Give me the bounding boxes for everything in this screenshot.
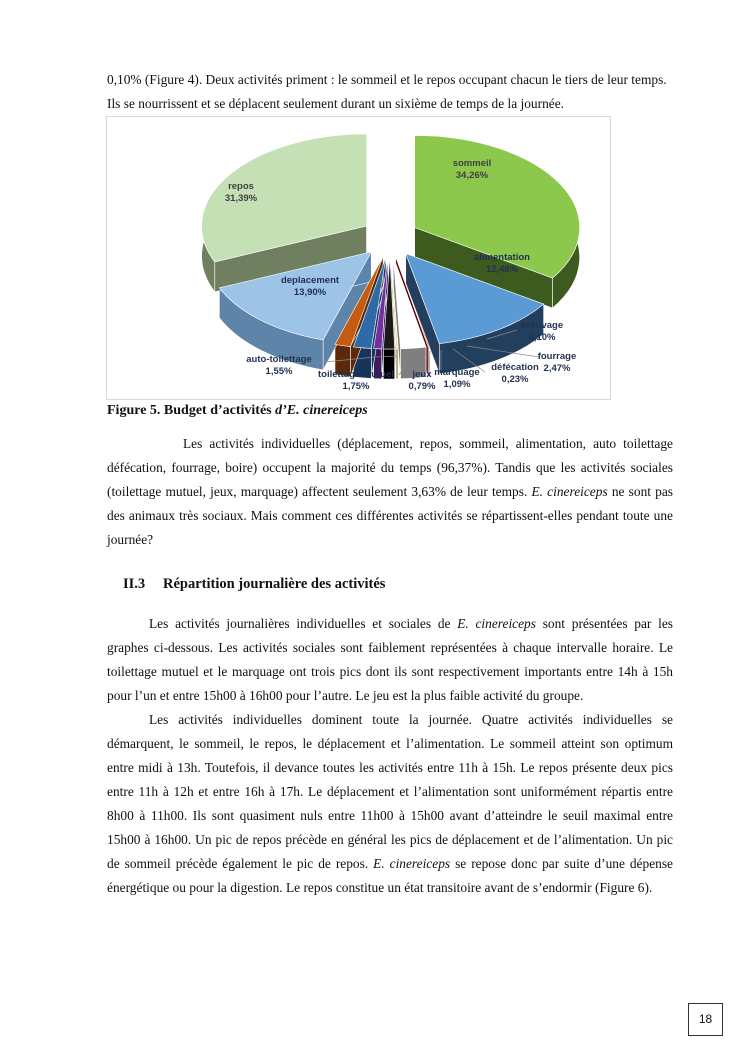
intro-line-2: Ils se nourrissent et se déplacent seulement durant un sixième de temps de la journée. — [107, 96, 565, 111]
figure-caption: Figure 5. Budget d’activités d’E. cinereiceps — [107, 403, 368, 418]
paragraph-1: Les activités individuelles (déplacement, repos, sommeil, alimentation, auto toilettage défécation, fourrage, boire) occupent la majorité du temps (96,37%). Tandis que les activités sociales (toilettage mutuel, jeux, marquage) affectent seulement 3,63% de leur temps. E. cinereiceps ne sont pas des animaux très sociaux. Mais comment ces différentes activités se répartissent-elles pendant toute une journée? — [107, 436, 674, 547]
label-defecation: défécation 0,23% — [491, 362, 539, 385]
intro-line-1: 0,10% (Figure 4). Deux activités priment : le sommeil et le repos occupant chacun le tiers de leur temps. — [107, 72, 667, 87]
intro-text — [107, 68, 673, 116]
label-jeux: jeux 0,79% — [408, 369, 436, 392]
label-toilettage-mutuel: toilettage mutuel 1,75% — [317, 369, 394, 392]
label-repos: repos 31,39% — [224, 181, 258, 204]
label-marquage: marquage 1,09% — [434, 367, 480, 390]
label-breuvage: breuvage 0,10% — [520, 320, 564, 343]
label-alimentation: alimentation 12,48% — [474, 252, 530, 275]
label-deplacement: deplacement 13,90% — [280, 275, 340, 298]
label-fourrage: fourrage 2,47% — [537, 351, 577, 374]
label-sommeil: sommeil 34,26% — [452, 158, 492, 181]
activity-budget-pie-chart — [106, 116, 611, 400]
paragraph-3: Les activités individuelles dominent toute la journée. Quatre activités individuelles se démarquent, le sommeil, le repos, le déplacement et l’alimentation. Le sommeil atteint son optimum entre midi à 13h. Toutefois, il devance toutes les activités entre 11h à 15h. Le repos présente deux pics entre 11h à 12h et entre 16h à 17h. Le déplacement et l’alimentation sont uniformément répartis entre 8h00 à 11h00. Ils sont quasiment nuls entre 11h00 à 15h00 avant d’atteindre le seuil maximal entre 15h00 à 16h00. Un pic de repos précède en général les pics de déplacement et de l’alimentation. Un pic de sommeil précède également le pic de repos. E. cinereiceps se repose donc par suite d’une dépense énergétique ou pour la digestion. Le repos constitue un état transitoire avant de s’endormir (Figure 6). — [107, 712, 673, 895]
page-number: 18 — [688, 1003, 723, 1036]
paragraph-2: Les activités journalières individuelles et sociales de E. cinereiceps sont présentées par les graphes ci-dessous. Les activités sociales sont faiblement représentées à chaque intervalle horaire. Le toilettage mutuel et le marquage ont trois pics dont ils sont respectivement importants entre 14h à 15h pour l’un et entre 15h00 à 16h00 pour l’autre. Le jeu est la plus faible activité du groupe. — [107, 616, 673, 703]
section-heading: II.3 Répartition journalière des activités — [123, 576, 386, 592]
label-auto-toilettage: auto-toilettage 1,55% — [246, 354, 312, 377]
